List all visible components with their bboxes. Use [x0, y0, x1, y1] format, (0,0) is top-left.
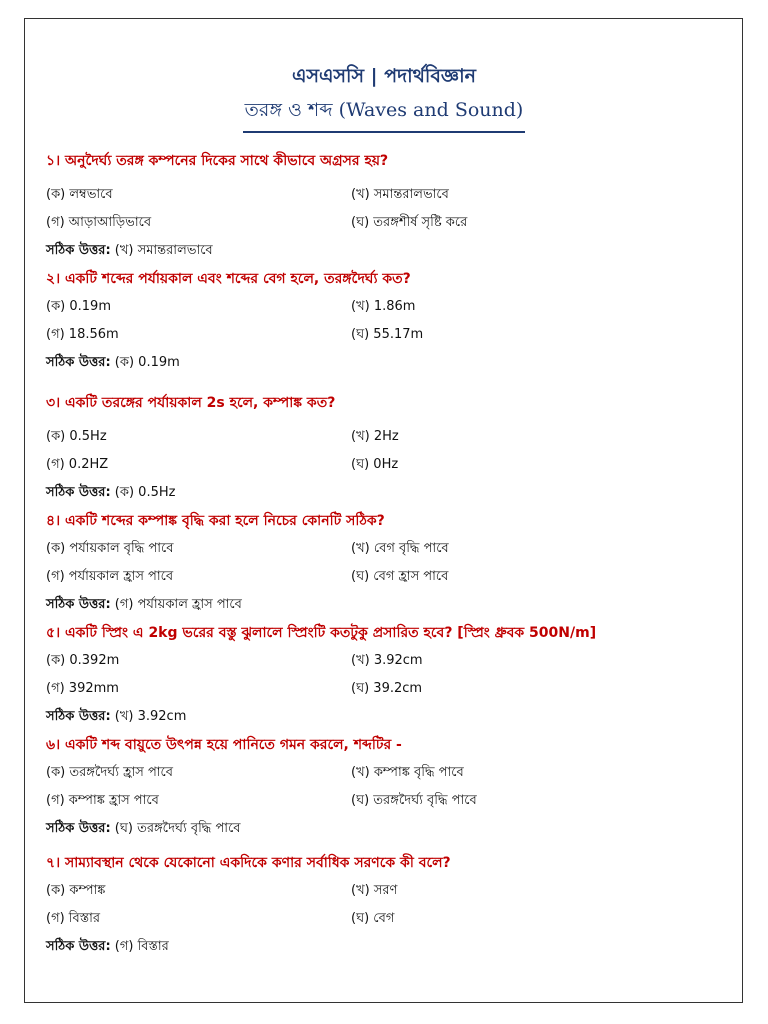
- subject-title: এসএসসি | পদার্থবিজ্ঞান: [292, 65, 476, 87]
- option-ga: (গ) 392mm: [46, 681, 119, 696]
- option-kha: (খ) 3.92cm: [351, 653, 423, 668]
- correct-answer: [46, 703, 726, 731]
- question-text: ৬। একটি শব্দ বায়ুতে উৎপন্ন হয়ে পানিতে গমন করলে, শব্দটির -: [46, 737, 402, 753]
- question-6: [46, 731, 726, 843]
- answer-label: সঠিক উত্তর:: [46, 485, 111, 500]
- option-grid: [46, 293, 726, 349]
- option-grid: [46, 877, 726, 933]
- answer-value: (খ) 3.92cm: [114, 709, 187, 724]
- option-grid: [46, 759, 726, 815]
- correct-answer: [46, 349, 726, 377]
- option-gha: (ঘ) 55.17m: [351, 327, 424, 342]
- option-ka: (ক) কম্পাঙ্ক: [46, 883, 106, 898]
- option-ga: (গ) 0.2HZ: [46, 457, 109, 472]
- option-ga: (গ) কম্পাঙ্ক হ্রাস পাবে: [46, 793, 159, 808]
- option-kha: (খ) বেগ বৃদ্ধি পাবে: [351, 541, 449, 556]
- question-5: [46, 619, 726, 731]
- option-kha: (খ) সমান্তরালভাবে: [351, 187, 449, 202]
- answer-label: সঠিক উত্তর:: [46, 355, 111, 370]
- answer-label: সঠিক উত্তর:: [46, 709, 111, 724]
- answer-value: (ক) 0.19m: [114, 355, 180, 370]
- option-gha: (ঘ) বেগ: [351, 911, 395, 926]
- question-text: ৩। একটি তরঙ্গের পর্যায়কাল 2s হলে, কম্পাঙ্ক কত?: [46, 395, 336, 411]
- question-text: ৭। সাম্যাবস্থান থেকে যেকোনো একদিকে কণার সর্বাধিক সরণকে কী বলে?: [46, 855, 451, 871]
- option-grid: [46, 535, 726, 591]
- option-ka: (ক) 0.19m: [46, 299, 111, 314]
- question-text: ৪। একটি শব্দের কম্পাঙ্ক বৃদ্ধি করা হলে নিচের কোনটি সঠিক?: [46, 513, 385, 529]
- option-grid: [46, 647, 726, 703]
- option-ga: (গ) পর্যায়কাল হ্রাস পাবে: [46, 569, 174, 584]
- question-text: ২। একটি শব্দের পর্যায়কাল এবং শব্দের বেগ হলে, তরঙ্গদৈর্ঘ্য কত?: [46, 271, 411, 287]
- answer-value: (খ) সমান্তরালভাবে: [114, 243, 213, 258]
- correct-answer: [46, 479, 726, 507]
- option-gha: (ঘ) তরঙ্গশীর্ষ সৃষ্টি করে: [351, 215, 468, 230]
- question-text: ১। অনুদৈর্ঘ্য তরঙ্গ কম্পনের দিকের সাথে কীভাবে অগ্রসর হয়?: [46, 153, 389, 169]
- answer-value: (গ) পর্যায়কাল হ্রাস পাবে: [114, 597, 242, 612]
- question-text: ৫। একটি স্প্রিং এ 2kg ভরের বস্তু ঝুলালে স্প্রিংটি কতটুকু প্রসারিত হবে? [স্প্রিং ধ্রুবক 500N/m]: [46, 625, 597, 641]
- option-kha: (খ) কম্পাঙ্ক বৃদ্ধি পাবে: [351, 765, 464, 780]
- option-gha: (ঘ) বেগ হ্রাস পাবে: [351, 569, 449, 584]
- answer-value: (ক) 0.5Hz: [114, 485, 176, 500]
- option-ka: (ক) 0.5Hz: [46, 429, 107, 444]
- option-grid: [46, 181, 726, 237]
- correct-answer: [46, 591, 726, 619]
- option-ka: (ক) 0.392m: [46, 653, 120, 668]
- option-grid: [46, 423, 726, 479]
- correct-answer: [46, 237, 726, 265]
- answer-value: (ঘ) তরঙ্গদৈর্ঘ্য বৃদ্ধি পাবে: [114, 821, 241, 836]
- option-kha: (খ) সরণ: [351, 883, 398, 898]
- option-ka: (ক) পর্যায়কাল বৃদ্ধি পাবে: [46, 541, 174, 556]
- option-gha: (ঘ) 0Hz: [351, 457, 399, 472]
- question-7: [46, 849, 726, 961]
- correct-answer: [46, 815, 726, 843]
- answer-value: (গ) বিস্তার: [114, 939, 169, 954]
- option-gha: (ঘ) 39.2cm: [351, 681, 423, 696]
- question-1: [46, 147, 726, 265]
- answer-label: সঠিক উত্তর:: [46, 821, 111, 836]
- chapter-title: তরঙ্গ ও শব্দ (Waves and Sound): [243, 96, 526, 133]
- option-ka: (ক) লম্বভাবে: [46, 187, 113, 202]
- chapter-title-wrapper: [0, 96, 768, 133]
- option-gha: (ঘ) তরঙ্গদৈর্ঘ্য বৃদ্ধি পাবে: [351, 793, 477, 808]
- answer-label: সঠিক উত্তর:: [46, 939, 111, 954]
- option-kha: (খ) 1.86m: [351, 299, 416, 314]
- option-ga: (গ) 18.56m: [46, 327, 119, 342]
- question-list: [46, 147, 726, 961]
- answer-label: সঠিক উত্তর:: [46, 597, 111, 612]
- question-3: [46, 389, 726, 507]
- correct-answer: [46, 933, 726, 961]
- answer-label: সঠিক উত্তর:: [46, 243, 111, 258]
- question-4: [46, 507, 726, 619]
- question-2: [46, 265, 726, 377]
- option-kha: (খ) 2Hz: [351, 429, 399, 444]
- option-ka: (ক) তরঙ্গদৈর্ঘ্য হ্রাস পাবে: [46, 765, 173, 780]
- option-ga: (গ) বিস্তার: [46, 911, 101, 926]
- option-ga: (গ) আড়াআড়িভাবে: [46, 215, 152, 230]
